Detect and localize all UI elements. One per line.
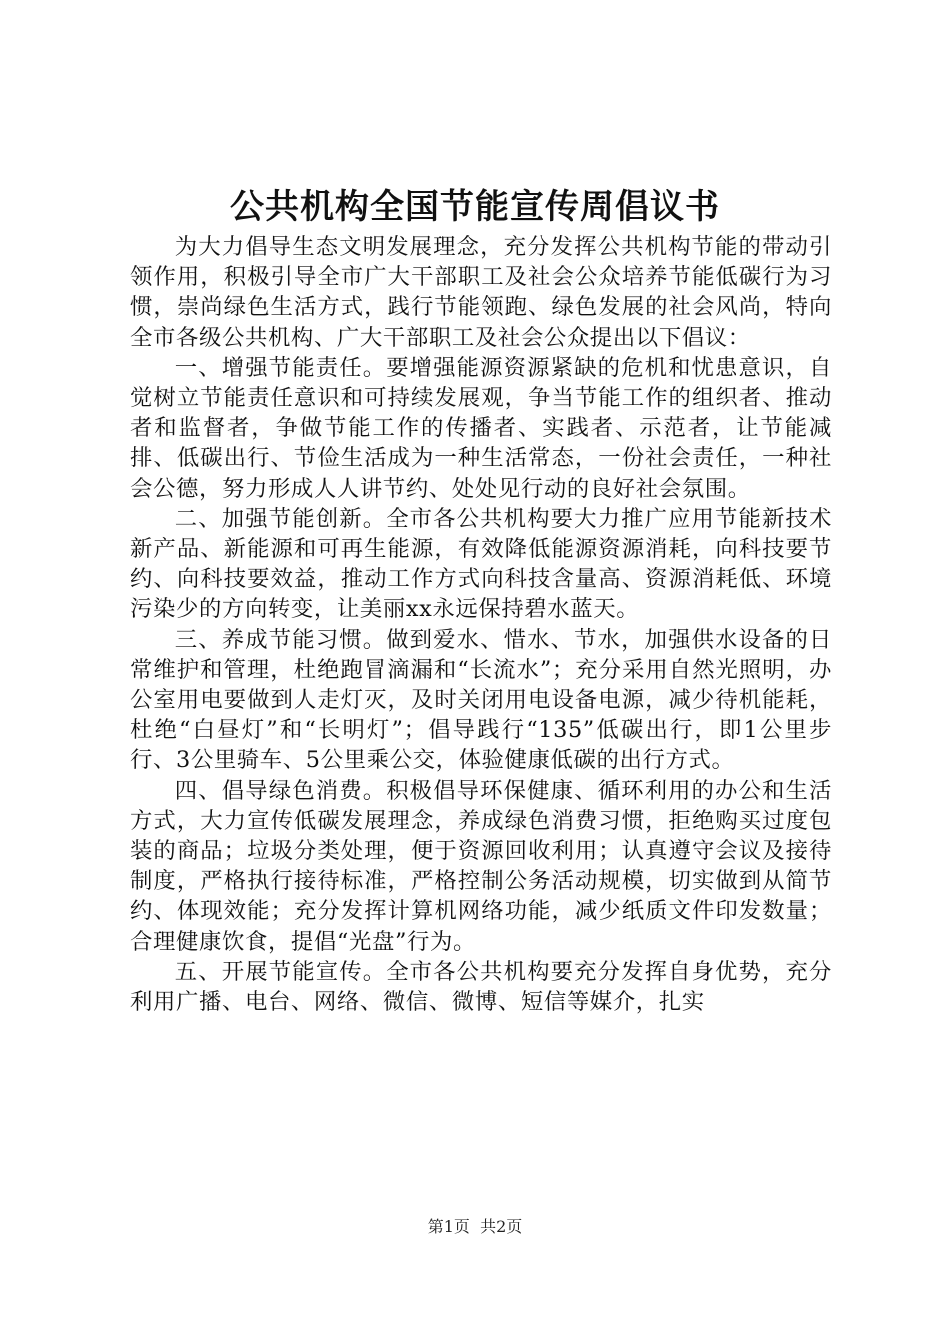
- page-total: 共2页: [480, 1217, 523, 1236]
- document-title: 公共机构全国节能宣传周倡议书: [230, 187, 720, 227]
- page-footer: [0, 1216, 950, 1238]
- intro-paragraph: 为大力倡导生态文明发展理念，充分发挥公共机构节能的带动引领作用，积极引导全市广大干部职工及社会公众培养节能低碳行为习惯，崇尚绿色生活方式，践行节能领跑、绿色发展的社会风尚，特向全市各级公共机构、广大干部职工及社会公众提出以下倡议：: [130, 234, 832, 351]
- paragraph-4: 四、倡导绿色消费。积极倡导环保健康、循环利用的办公和生活方式，大力宣传低碳发展理念，养成绿色消费习惯，拒绝购买过度包装的商品；垃圾分类处理，便于资源回收利用；认真遵守会议及接待制度，严格执行接待标准，严格控制公务活动规模，切实做到从简节约、体现效能；充分发挥计算机网络功能，减少纸质文件印发数量；合理健康饮食，提倡“光盘”行为。: [130, 777, 832, 955]
- paragraph-1: 一、增强节能责任。要增强能源资源紧缺的危机和忧患意识，自觉树立节能责任意识和可持续发展观，争当节能工作的组织者、推动者和监督者，争做节能工作的传播者、实践者、示范者，让节能减排、低碳出行、节俭生活成为一种生活常态，一份社会责任，一种社会公德，努力形成人人讲节约、处处见行动的良好社会氛围。: [130, 354, 832, 502]
- page-number: 第1页: [427, 1217, 470, 1236]
- paragraph-5: 五、开展节能宣传。全市各公共机构要充分发挥自身优势，充分利用广播、电台、网络、微信、微博、短信等媒介，扎实: [130, 958, 832, 1016]
- paragraph-3: 三、养成节能习惯。做到爱水、惜水、节水，加强供水设备的日常维护和管理，杜绝跑冒滴漏和“长流水”；充分采用自然光照明，办公室用电要做到人走灯灭，及时关闭用电设备电源，减少待机能耗，杜绝“白昼灯”和“长明灯”；倡导践行“135”低碳出行，即1公里步行、3公里骑车、5公里乘公交，体验健康低碳的出行方式。: [130, 626, 832, 774]
- paragraph-2: 二、加强节能创新。全市各公共机构要大力推广应用节能新技术新产品、新能源和可再生能源，有效降低能源资源消耗，向科技要节约、向科技要效益，推动工作方式向科技含量高、资源消耗低、环境污染少的方向转变，让美丽xx永远保持碧水蓝天。: [130, 505, 832, 623]
- footer-spacer: [470, 1217, 480, 1236]
- document-body: [130, 232, 832, 1017]
